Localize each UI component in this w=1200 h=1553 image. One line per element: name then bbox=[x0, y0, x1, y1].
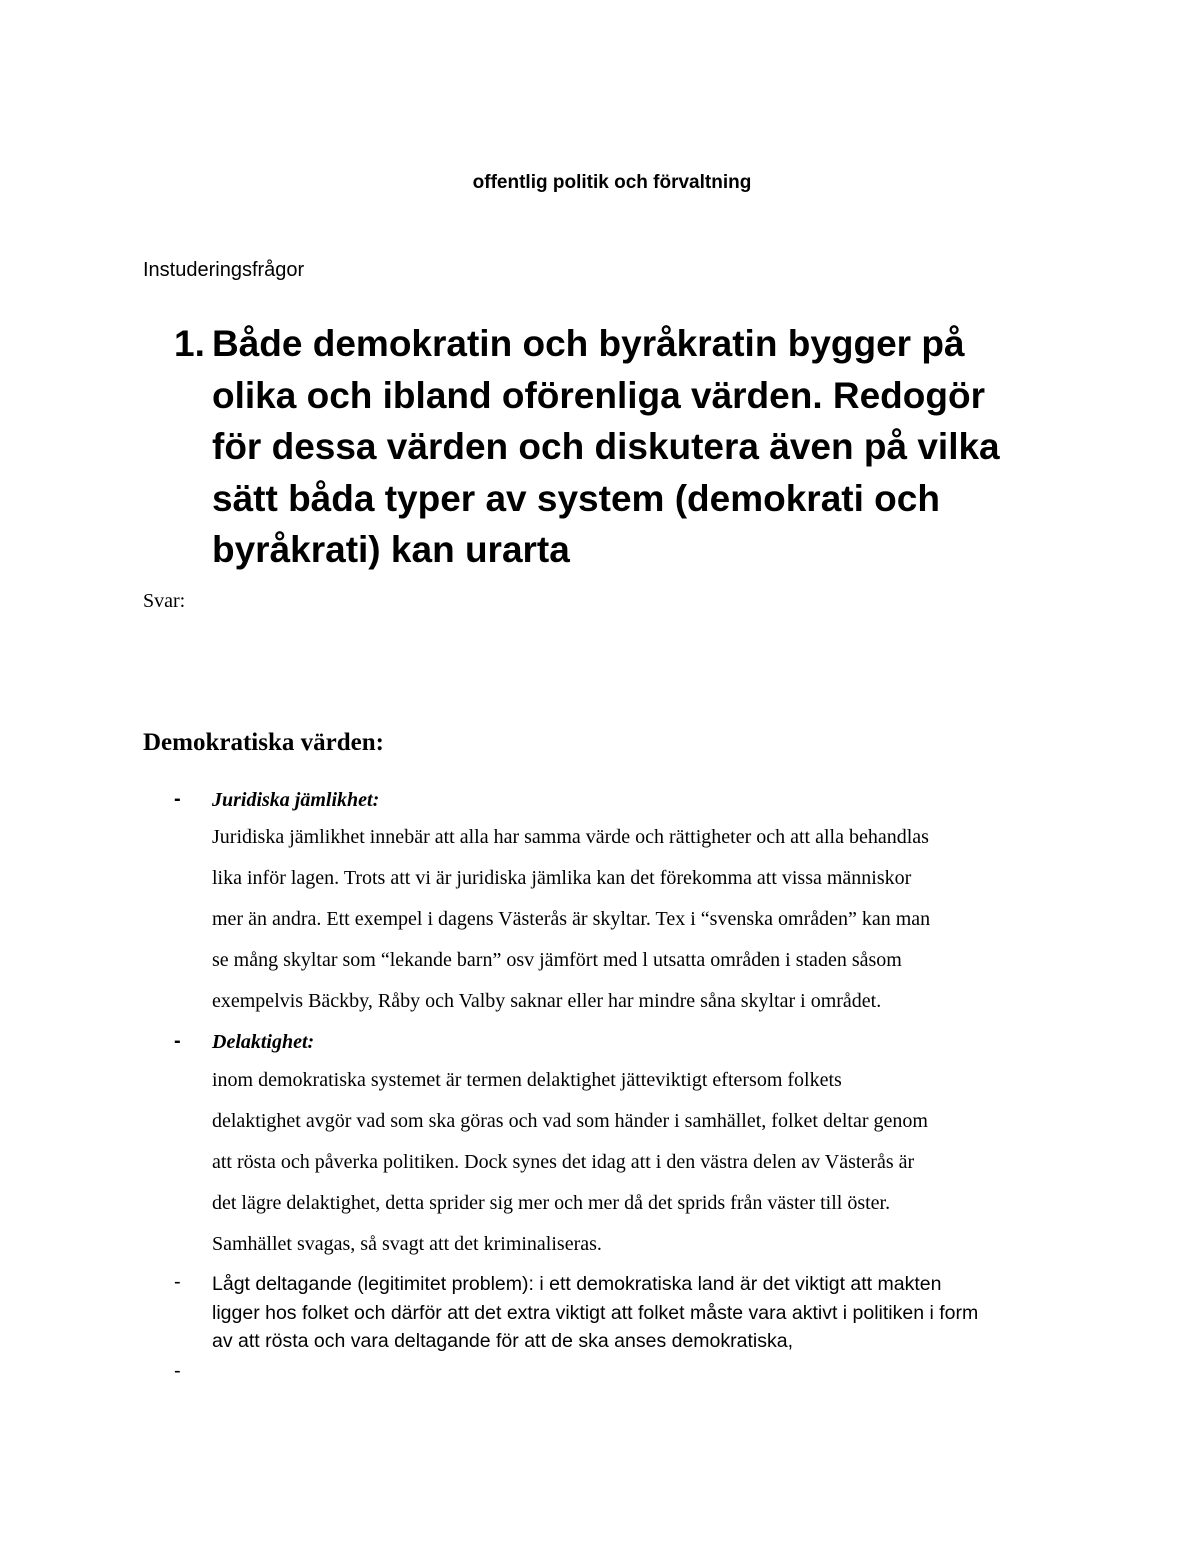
list-bullet: - bbox=[174, 1030, 181, 1052]
question-line: Både demokratin och byråkratin bygger på bbox=[212, 323, 965, 364]
body-line: inom demokratiska systemet är termen delaktighet jätteviktigt eftersom folkets bbox=[212, 1069, 842, 1091]
body-line: Lågt deltagande (legitimitet problem): i ett demokratiska land är det viktigt att makten bbox=[212, 1273, 942, 1295]
list-bullet: - bbox=[174, 788, 181, 810]
body-line: lika inför lagen. Trots att vi är juridiska jämlika kan det förekomma att vissa människor bbox=[212, 867, 912, 889]
body-line: exempelvis Bäckby, Råby och Valby saknar eller har mindre såna skyltar i området. bbox=[212, 990, 882, 1012]
body-line: ligger hos folket och därför att det extra viktigt att folket måste vara aktivt i politiken i form bbox=[212, 1301, 979, 1324]
body-line: delaktighet avgör vad som ska göras och vad som händer i samhället, folket deltar genom bbox=[212, 1110, 928, 1132]
list-bullet: - bbox=[174, 1271, 181, 1293]
body-line: av att rösta och vara deltagande för att de ska anses demokratiska, bbox=[212, 1330, 793, 1352]
question-line: för dessa värden och diskutera även på vilka bbox=[212, 426, 1000, 467]
question-number: 1. bbox=[174, 323, 205, 364]
answer-label: Svar: bbox=[143, 590, 186, 612]
question-line: sätt båda typer av system (demokrati och bbox=[212, 477, 940, 519]
list-item-body bbox=[212, 1060, 1072, 1265]
question-text bbox=[212, 318, 1074, 576]
list-item-body bbox=[212, 1270, 1072, 1356]
document-subtitle: Instuderingsfrågor bbox=[143, 259, 305, 281]
body-line: det lägre delaktighet, detta sprider sig mer och mer då det sprids från väster till öster. bbox=[212, 1192, 891, 1214]
body-line: Juridiska jämlikhet innebär att alla har samma värde och rättigheter och att alla behandlas bbox=[212, 826, 929, 848]
body-line: se mång skyltar som “lekande barn” osv jämfört med l utsatta områden i staden såsom bbox=[212, 949, 902, 971]
question-line: olika och ibland oförenliga värden. Redogör bbox=[212, 374, 985, 416]
question-line: byråkrati) kan urarta bbox=[212, 529, 570, 570]
document-title: offentlig politik och förvaltning bbox=[472, 172, 752, 193]
list-bullet: - bbox=[174, 1360, 181, 1382]
list-item-title: Juridiska jämlikhet: bbox=[212, 789, 380, 811]
list-item-title: Delaktighet: bbox=[212, 1031, 315, 1053]
question-block bbox=[174, 318, 1074, 576]
list-item-body bbox=[212, 817, 1072, 1022]
body-line: Samhället svagas, så svagt att det kriminaliseras. bbox=[212, 1233, 602, 1255]
body-line: mer än andra. Ett exempel i dagens Västerås är skyltar. Tex i “svenska områden” kan man bbox=[212, 908, 931, 930]
body-line: att rösta och påverka politiken. Dock synes det idag att i den västra delen av Västerås är bbox=[212, 1151, 915, 1173]
section-heading: Demokratiska värden: bbox=[143, 729, 384, 756]
